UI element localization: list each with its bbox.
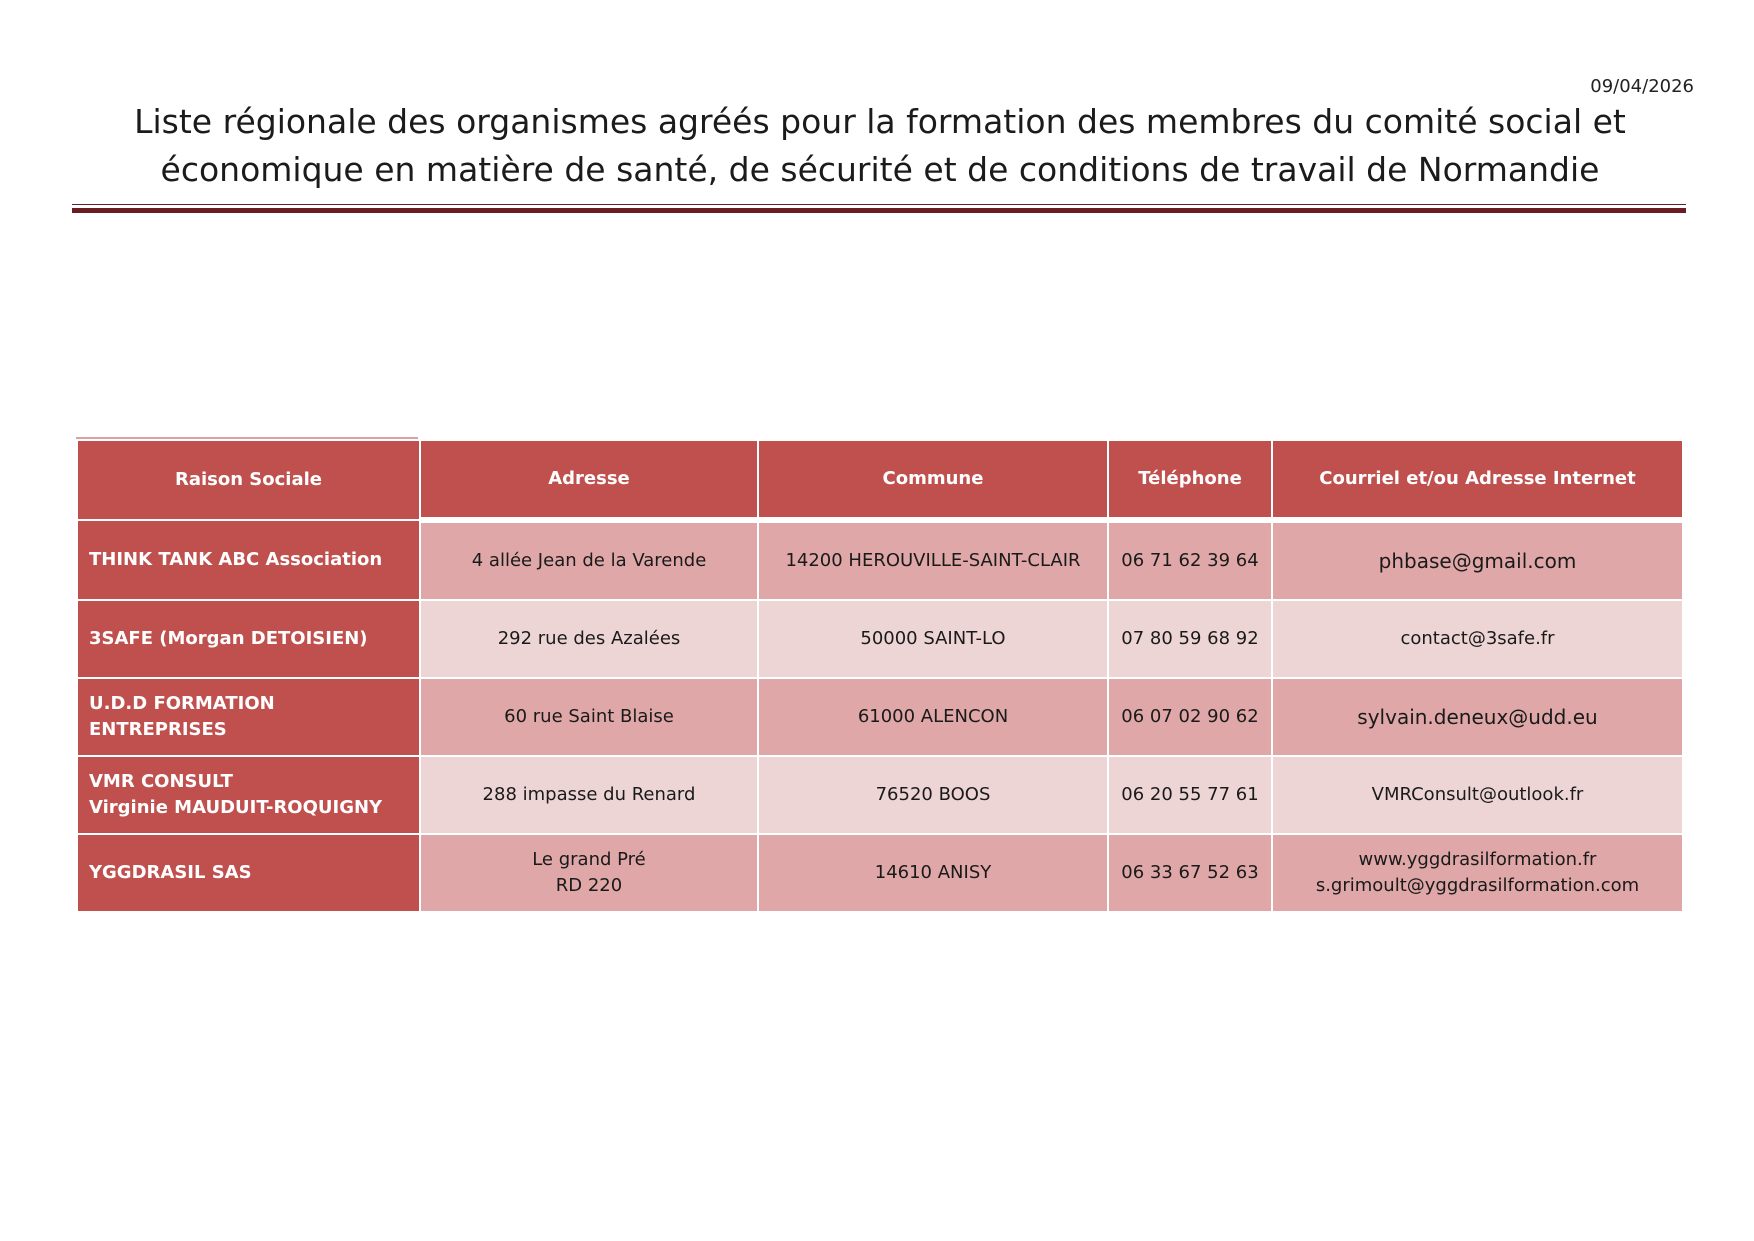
cell-raison-sociale xyxy=(77,834,420,912)
cell-telephone: 07 80 59 68 92 xyxy=(1108,600,1272,678)
address-line: 292 rue des Azalées xyxy=(497,628,681,649)
name-line: U.D.D FORMATION ENTREPRISES xyxy=(89,693,275,740)
cell-commune: 61000 ALENCON xyxy=(758,678,1108,756)
cell-courriel xyxy=(1272,756,1683,834)
contact-line: phbase@gmail.com xyxy=(1378,549,1577,573)
cell-commune: 14200 HEROUVILLE-SAINT-CLAIR xyxy=(758,520,1108,600)
header-adresse: Adresse xyxy=(420,440,758,520)
cell-commune: 50000 SAINT-LO xyxy=(758,600,1108,678)
address-line: 288 impasse du Renard xyxy=(482,784,696,805)
table-row xyxy=(77,756,1683,834)
cell-adresse xyxy=(420,678,758,756)
title-line-1: Liste régionale des organismes agréés pour la formation des membres du comité social et xyxy=(134,102,1626,141)
title-line-2: économique en matière de santé, de sécurité et de conditions de travail de Normandie xyxy=(160,150,1600,189)
address-line: 4 allée Jean de la Varende xyxy=(471,550,707,571)
table-row xyxy=(77,678,1683,756)
table-header-row xyxy=(77,440,1683,520)
cell-telephone: 06 71 62 39 64 xyxy=(1108,520,1272,600)
address-line-2: RD 220 xyxy=(555,875,623,896)
name-line: VMR CONSULT xyxy=(89,771,233,792)
cell-courriel xyxy=(1272,678,1683,756)
organisms-table xyxy=(76,439,1684,913)
contact-line-2: s.grimoult@yggdrasilformation.com xyxy=(1315,875,1640,896)
address-line: 60 rue Saint Blaise xyxy=(504,706,674,727)
cell-courriel xyxy=(1272,600,1683,678)
cell-raison-sociale xyxy=(77,678,420,756)
header-raison-sociale: Raison Sociale xyxy=(77,440,420,520)
name-line: 3SAFE (Morgan DETOISIEN) xyxy=(89,628,368,649)
document-date: 09/04/2026 xyxy=(1590,76,1694,97)
cell-adresse xyxy=(420,600,758,678)
cell-commune: 14610 ANISY xyxy=(758,834,1108,912)
title-rule-thick xyxy=(72,208,1686,213)
website-link: www.yggdrasilformation.fr xyxy=(1358,849,1597,870)
name-line: YGGDRASIL SAS xyxy=(89,862,252,883)
contact-line: VMRConsult@outlook.fr xyxy=(1371,784,1584,805)
table-row xyxy=(77,520,1683,600)
cell-telephone: 06 20 55 77 61 xyxy=(1108,756,1272,834)
name-line: THINK TANK ABC Association xyxy=(89,549,383,570)
table-row xyxy=(77,834,1683,912)
cell-raison-sociale xyxy=(77,520,420,600)
cell-courriel xyxy=(1272,520,1683,600)
contact-line: sylvain.deneux@udd.eu xyxy=(1357,705,1598,729)
cell-adresse xyxy=(420,834,758,912)
cell-telephone: 06 07 02 90 62 xyxy=(1108,678,1272,756)
contact-line: contact@3safe.fr xyxy=(1400,628,1555,649)
document-title xyxy=(90,98,1670,194)
cell-adresse xyxy=(420,756,758,834)
header-courriel: Courriel et/ou Adresse Internet xyxy=(1272,440,1683,520)
cell-raison-sociale xyxy=(77,600,420,678)
table-row xyxy=(77,600,1683,678)
cell-raison-sociale xyxy=(77,756,420,834)
name-line-2: Virginie MAUDUIT-ROQUIGNY xyxy=(89,797,383,818)
cell-adresse xyxy=(420,520,758,600)
cell-courriel xyxy=(1272,834,1683,912)
header-commune: Commune xyxy=(758,440,1108,520)
title-rule-thin xyxy=(72,204,1686,205)
header-telephone: Téléphone xyxy=(1108,440,1272,520)
address-line: Le grand Pré xyxy=(532,849,646,870)
cell-commune: 76520 BOOS xyxy=(758,756,1108,834)
cell-telephone: 06 33 67 52 63 xyxy=(1108,834,1272,912)
